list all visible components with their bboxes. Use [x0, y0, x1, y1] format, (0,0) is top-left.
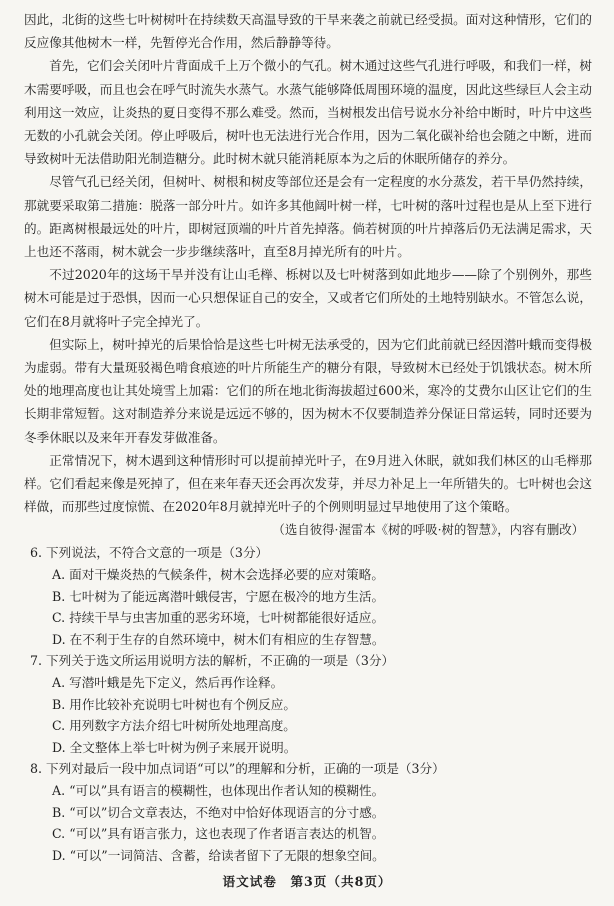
option-a: A. 写潜叶蛾是先下定义，然后再作诠释。 [52, 675, 284, 691]
option-b: B. 七叶树为了能远离潜叶蛾侵害，宁愿在极冷的地方生活。 [52, 588, 385, 604]
option-list [24, 672, 592, 758]
question-8 [24, 758, 592, 866]
passage-source: （选自彼得·渥雷本《树的呼吸·树的智慧》，内容有删改） [272, 522, 584, 538]
passage-paragraph-2: 首先，它们会关闭叶片背面成千上万个微小的气孔。树木通过这些气孔进行呼吸，和我们一样，树木需要呼吸，而且也会在呼气时流失水蒸气。水蒸气能够降低周围环境的温度，因此这些绿巨人会主动利用这一效应，让炎热的夏日变得不那么难受。然而，当树根发出信号说水分补给中断时，叶片中这些无数的小孔就会关闭。停止呼吸后，树叶也无法进行光合作用，因为二氧化碳补给也会随之中断，进而导致树叶无法借助阳光制造糖分。此时树木就只能消耗原本为之后的休眠所储存的养分。 [24, 58, 592, 167]
option-a: A. “可以”具有语言的模糊性，也体现出作者认知的模糊性。 [52, 783, 385, 798]
page-footer: 语文试卷 第3页（共8页） [222, 874, 392, 889]
option-d: D. 全文整体上举七叶树为例子来展开说明。 [52, 739, 297, 755]
passage-paragraph-5: 但实际上，树叶掉光的后果恰恰是这些七叶树无法承受的，因为它们此前就已经因潜叶蛾而变得极为虚弱。带有大量斑驳褐色啃食痕迹的叶片所能生产的糖分有限，导致树木已经处于饥饿状态。树木所处的地理高度也让其处境雪上加霜：它们的所在地北街海拔超过600米，寒冷的艾费尔山区让它们的生长期非常短暂。这对制造养分来说是远远不够的，因为树木不仅要制造养分保证日常运转，同时还要为冬季休眠以及来年开春发芽做准备。 [24, 336, 592, 445]
question-stem: 6. 下列说法，不符合文意的一项是（3分） [30, 545, 269, 561]
option-c: C. “可以”具有语言张力，这也表现了作者语言表达的机智。 [52, 826, 385, 842]
passage-paragraph-6: 正常情况下，树木遇到这种情形时可以提前掉光叶子，在9月进入休眠，就如我们林区的山毛榉那样。它们看起来像是死掉了，但在来年春天还会再次发芽，并尽力补足上一年所错失的。七叶树也会这样做，而那些过度惊慌、在2020年8月就掉光叶子的个例则明显过早地使用了这个策略。 [24, 452, 592, 515]
option-list [24, 780, 592, 866]
passage-paragraph-1: 因此，北街的这些七叶树树叶在持续数天高温导致的干旱来袭之前就已经受损。面对这种情形，它们的反应像其他树木一样，先暂停光合作用，然后静静等待。 [24, 12, 592, 51]
option-d: D. “可以”一词简洁、含蓄，给读者留下了无限的想象空间。 [52, 847, 385, 863]
option-a: A. 面对干燥炎热的气候条件，树木会选择必要的应对策略。 [52, 567, 384, 583]
option-d: D. 在不利于生存的自然环境中，树木们有相应的生存智慧。 [52, 631, 385, 647]
question-stem: 8. 下列对最后一段中加点词语“可以”的理解和分析，正确的一项是（3分） [30, 761, 445, 777]
question-stem: 7. 下列关于选文所运用说明方法的解析，不正确的一项是（3分） [30, 653, 395, 669]
option-b: B. “可以”切合文章表达，不绝对中恰好体现语言的分寸感。 [52, 804, 385, 820]
option-list [24, 564, 592, 650]
option-c: C. 用列数字方法介绍七叶树所处地理高度。 [52, 718, 296, 734]
reading-passage [24, 8, 592, 541]
passage-paragraph-4: 不过2020年的这场干旱并没有让山毛榉、栎树以及七叶树落到如此地步——除了个别例外，那些树木可能是过于恐惧，因而一心只想保证自己的安全，又或者它们所处的土地特别缺水。不管怎么说，它们在8月就将叶子完全掉光了。 [24, 267, 592, 329]
option-b: B. 用作比较补充说明七叶树也有个例反应。 [52, 696, 296, 712]
question-7 [24, 650, 592, 758]
option-c: C. 持续干旱与虫害加重的恶劣环境，七叶树都能很好适应。 [52, 610, 385, 626]
passage-paragraph-3: 尽管气孔已经关闭，但树叶、树根和树皮等部位还是会有一定程度的水分蒸发，若干旱仍然持续，那就要采取第二措施：脱落一部分叶片。如许多其他阔叶树一样，七叶树的落叶过程也是从上至下进行的。距离树根最远处的叶片，即树冠顶端的叶片首先掉落。倘若树顶的叶片掉落后仍无法满足需求，天上也还不落雨，树木就会一步步继续落叶，直至8月掉光所有的叶片。 [24, 174, 592, 260]
question-6 [24, 542, 592, 650]
